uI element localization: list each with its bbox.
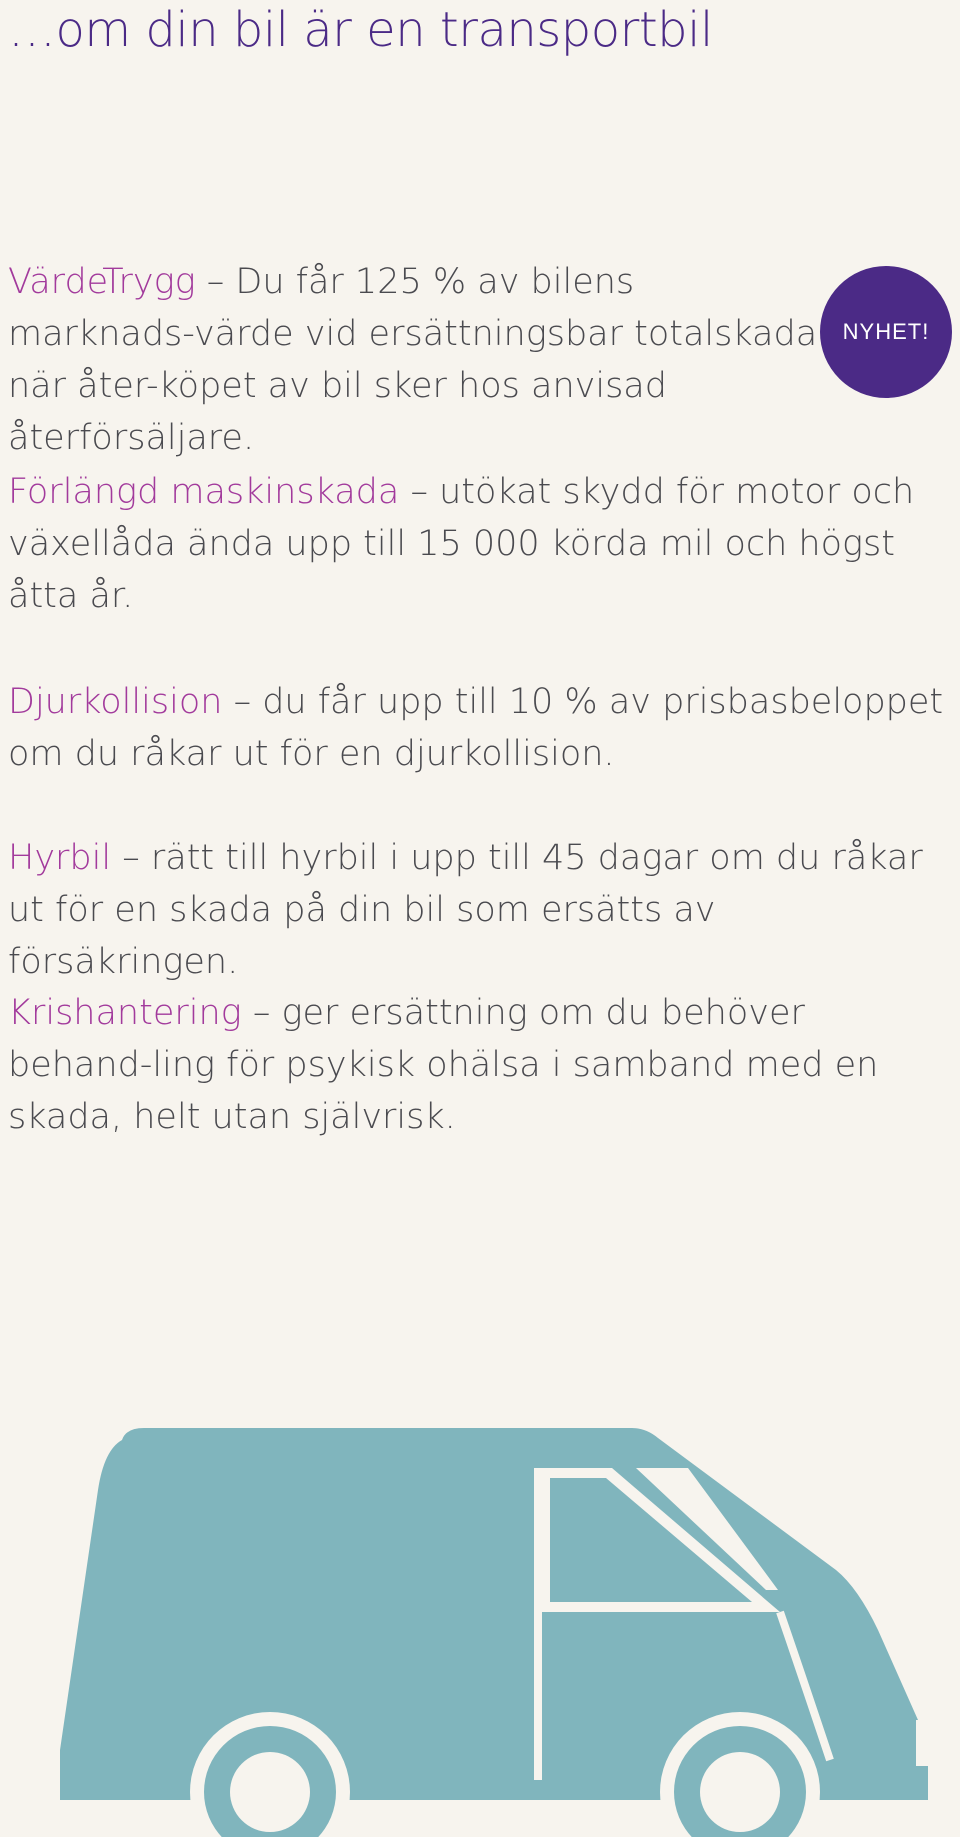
feature-vardetrygg [8,256,828,464]
badge-label: NYHET! [842,319,930,344]
feature-text: Du får 125 % av bilens marknads-värde vid ersättningsbar totalskada när åter-köpet av bil sker hos anvisad återförsäljare. [8,262,818,458]
feature-text: du får upp till 10 % av prisbasbeloppet om du råkar ut för en djurkollision. [8,682,944,774]
feature-text: utökat skydd för motor och växellåda ända upp till 15 000 körda mil och högst åtta år. [8,472,915,616]
van-headlight [916,1720,930,1766]
page-title: …om din bil är en transportbil [8,2,713,58]
feature-term: Hyrbil [8,838,112,878]
feature-krishantering [8,987,958,1143]
feature-hyrbil [8,832,948,988]
new-badge [820,266,952,398]
feature-djurkollision [8,676,948,780]
feature-term: Krishantering [8,993,242,1033]
feature-term: VärdeTrygg [8,262,196,302]
feature-term: Djurkollision [8,682,223,722]
feature-dash: – [122,838,140,878]
feature-dash: – [206,262,225,302]
feature-text: ger ersättning om du behöver behand-ling för psykisk ohälsa i samband med en skada, helt utan självrisk. [8,993,879,1137]
feature-forlangd-maskinskada [8,466,938,622]
feature-text: rätt till hyrbil i upp till 45 dagar om du råkar ut för en skada på din bil som ersätts av försäkringen. [8,838,923,982]
feature-dash: – [410,472,428,512]
feature-dash: – [233,682,252,722]
van-icon [40,1420,960,1837]
feature-dash: – [252,993,271,1033]
feature-term: Förlängd maskinskada [8,472,400,512]
